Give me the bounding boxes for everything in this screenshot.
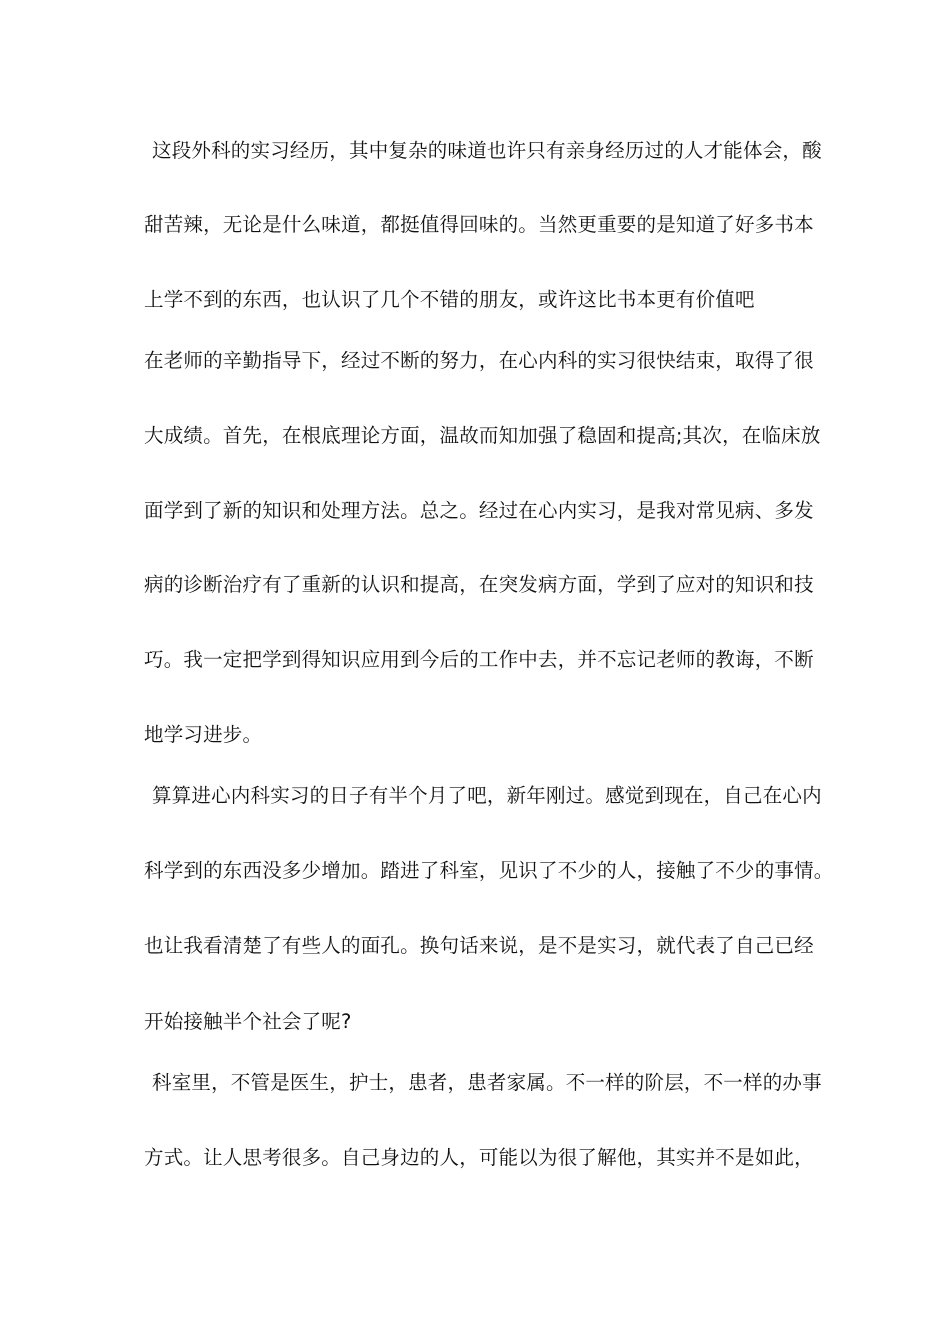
paragraph-line: 病的诊断治疗有了重新的认识和提高，在突发病方面，学到了应对的知识和技: [144, 573, 814, 596]
paragraph-line: 大成绩。首先，在根底理论方面，温故而知加强了稳固和提高;其次，在临床放: [144, 424, 821, 447]
paragraph-line: 算算进心内科实习的日子有半个月了吧，新年刚过。感觉到现在，自己在心内: [152, 784, 822, 807]
paragraph-line: 这段外科的实习经历，其中复杂的味道也许只有亲身经历过的人才能体会，酸: [152, 139, 822, 162]
paragraph-line: 科室里，不管是医生，护士，患者，患者家属。不一样的阶层，不一样的办事: [152, 1071, 822, 1094]
paragraph-line: 面学到了新的知识和处理方法。总之。经过在心内实习，是我对常见病、多发: [144, 499, 814, 522]
paragraph-line: 也让我看清楚了有些人的面孔。换句话来说，是不是实习，就代表了自己已经: [144, 934, 814, 957]
paragraph-line: 巧。我一定把学到得知识应用到今后的工作中去，并不忘记老师的教诲，不断: [144, 648, 814, 671]
paragraph-line: 在老师的辛勤指导下，经过不断的努力，在心内科的实习很快结束，取得了很: [144, 349, 814, 372]
paragraph-line: 科学到的东西没多少增加。踏进了科室，见识了不少的人，接触了不少的事情。: [144, 859, 834, 882]
paragraph-line: 方式。让人思考很多。自己身边的人，可能以为很了解他，其实并不是如此，: [144, 1146, 814, 1169]
paragraph-line: 开始接触半个社会了呢?: [144, 1010, 352, 1033]
paragraph-line: 上学不到的东西，也认识了几个不错的朋友，或许这比书本更有价值吧: [144, 288, 755, 311]
paragraph-line: 甜苦辣，无论是什么味道，都挺值得回味的。当然更重要的是知道了好多书本: [144, 213, 814, 236]
paragraph-line: 地学习进步。: [144, 723, 263, 746]
